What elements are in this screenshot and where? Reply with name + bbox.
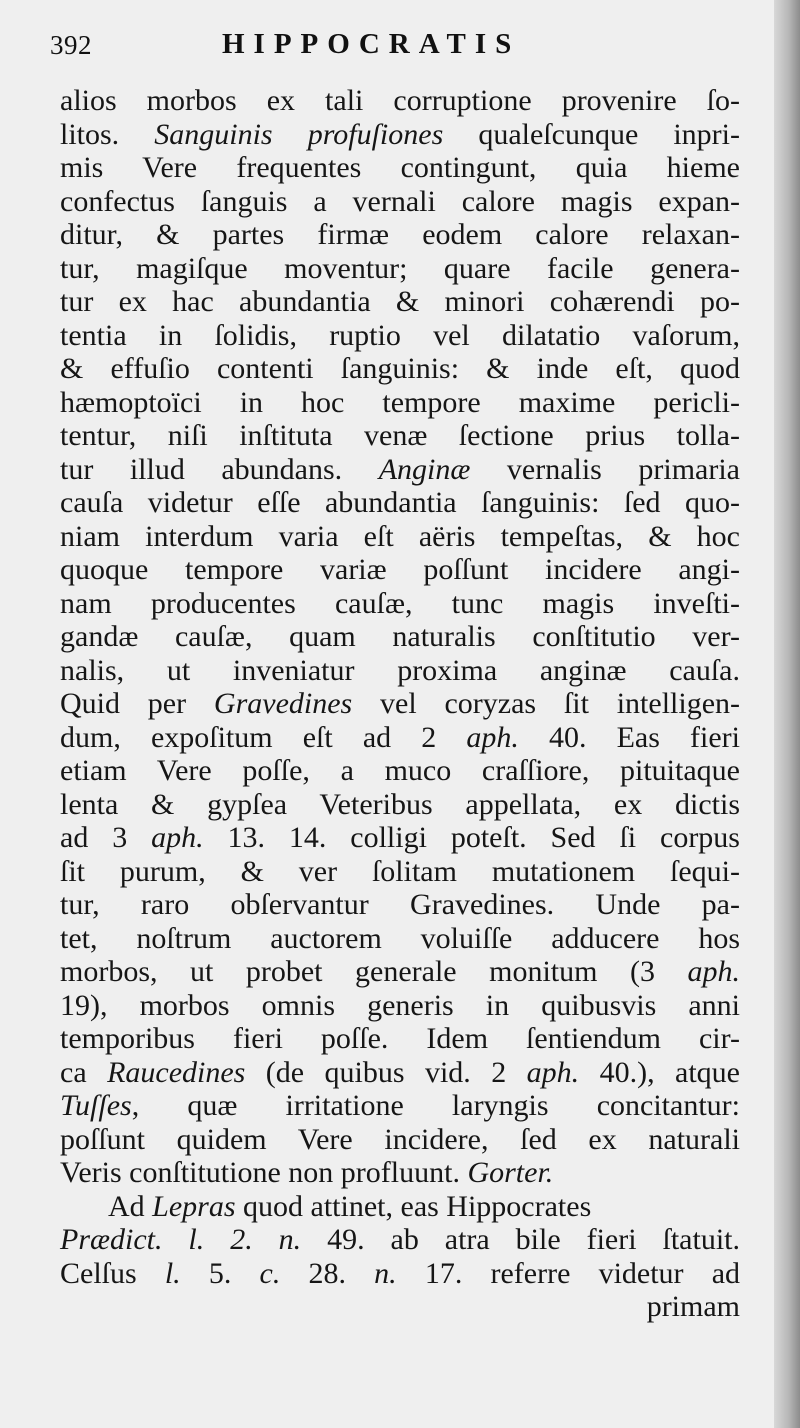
text-segment: ad 3 (60, 821, 152, 854)
text-segment: tentur, niſi inſtituta venæ ſectione prius tolla- (60, 419, 740, 452)
text-segment: etiam Vere poſſe, a muco craſſiore, pituitaque (60, 754, 740, 787)
text-line (60, 654, 740, 688)
text-line (60, 888, 740, 922)
text-segment: tentia in ſolidis, ruptio vel dilatatio vaſorum, (60, 318, 740, 352)
text-segment: ditur, & partes firmæ eodem calore relaxan- (60, 218, 740, 251)
text-segment: ca (60, 1055, 108, 1089)
italic-text: Tuſſes (60, 1089, 132, 1122)
text-line (60, 1056, 740, 1090)
text-segment: vel coryzas ſit intelligen- (352, 687, 740, 720)
text-segment: tur ex hac abundantia & minori cohærendi po- (60, 285, 740, 318)
text-line (60, 1022, 740, 1056)
italic-text: Gravedines (213, 687, 353, 720)
text-segment: dum, expoſitum eſt ad 2 (60, 720, 467, 754)
text-segment: morbos, ut probet generale monitum (3 (60, 955, 688, 988)
text-segment: 5. (180, 1256, 260, 1290)
text-line (60, 687, 740, 721)
italic-text: Anginæ (378, 452, 471, 486)
text-line (60, 1123, 740, 1157)
text-segment: tur, magiſque moventur; quare facile genera- (60, 251, 740, 285)
text-segment: 13. 14. colligi poteſt. Sed ſi corpus (203, 821, 740, 854)
text-line (60, 788, 740, 822)
italic-text: Raucedines (107, 1055, 246, 1089)
text-line (60, 1089, 740, 1123)
page-edge (774, 0, 800, 1428)
text-line (60, 1156, 740, 1190)
text-segment: nam producentes cauſæ, tunc magis inveſti- (60, 586, 740, 620)
text-line (60, 620, 740, 654)
text-segment: nalis, ut inveniatur proxima anginæ cauſa. (60, 653, 740, 687)
text-segment: 40. Eas fieri (518, 720, 741, 754)
text-line (60, 252, 740, 286)
italic-text: l. (164, 1256, 181, 1290)
text-line (60, 1190, 740, 1224)
text-segment: Quid per (60, 687, 214, 720)
text-segment: quod attinet, eas Hippocrates (235, 1189, 592, 1223)
text-segment: cauſa videtur eſſe abundantia ſanguinis: ſed quo- (60, 486, 740, 519)
text-segment: vernalis primaria (470, 452, 740, 486)
page-number: 392 (50, 30, 92, 60)
text-line (60, 1223, 740, 1257)
text-line (60, 386, 740, 420)
text-line (60, 821, 740, 855)
text-line (60, 587, 740, 621)
text-line (60, 319, 740, 353)
text-line (60, 520, 740, 554)
text-segment: 17. referre videtur ad (396, 1256, 741, 1290)
text-segment: confectus ſanguis a vernali calore magis expan- (60, 184, 740, 218)
text-segment: Veris conſtitutione non profluunt. (60, 1156, 468, 1189)
text-segment: ſit purum, & ver ſolitam mutationem ſequi- (60, 854, 740, 888)
text-segment: qualeſcunque inpri- (443, 117, 740, 151)
text-line (60, 151, 740, 185)
text-segment: niam interdum varia eſt aëris tempeſtas, & hoc (60, 519, 740, 553)
text-segment: gandæ cauſæ, quam naturalis conſtitutio ver- (60, 620, 740, 653)
text-line (60, 84, 740, 118)
text-line (60, 855, 740, 889)
text-line (60, 285, 740, 319)
running-title: HIPPOCRATIS (222, 28, 521, 60)
body-text (60, 84, 740, 1324)
text-segment: 19), morbos omnis generis in quibusvis anni (60, 988, 740, 1022)
text-line (60, 419, 740, 453)
text-line (60, 754, 740, 788)
text-segment: mis Vere frequentes contingunt, quia hieme (60, 151, 740, 184)
text-segment: 40.), atque (579, 1055, 740, 1089)
italic-text: aph. (466, 720, 519, 754)
text-segment: , quæ irritatione laryngis concitantur: (131, 1089, 740, 1122)
italic-text: n. (374, 1256, 397, 1290)
text-line (60, 352, 740, 386)
text-segment: Ad (108, 1189, 153, 1223)
text-segment: poſſunt quidem Vere incidere, ſed ex naturali (60, 1122, 740, 1156)
catchword: primam (646, 1290, 740, 1323)
italic-text: aph. (151, 821, 204, 854)
italic-text: Gorter. (467, 1156, 554, 1189)
text-line (60, 118, 740, 152)
text-segment: (de quibus vid. 2 (245, 1055, 527, 1089)
text-segment: quoque tempore variæ poſſunt incidere angi- (60, 553, 740, 586)
text-segment: tur, raro obſervantur Gravedines. Unde pa- (60, 888, 740, 921)
text-segment: tet, noſtrum auctorem voluiſſe adducere hos (60, 921, 740, 955)
italic-text: Prædict. l. 2. n. (60, 1223, 302, 1256)
text-segment: 49. ab atra bile fieri ſtatuit. (301, 1223, 740, 1256)
text-segment: temporibus fieri poſſe. Idem ſentiendum cir- (60, 1022, 740, 1055)
text-line (60, 553, 740, 587)
text-line (60, 453, 740, 487)
text-line (60, 185, 740, 219)
page-header (50, 28, 740, 68)
text-line (60, 922, 740, 956)
text-line (60, 486, 740, 520)
text-segment: alios morbos ex tali corruptione provenire ſo- (60, 84, 740, 117)
text-line (60, 955, 740, 989)
text-line (60, 1257, 740, 1291)
text-segment: hæmoptoïci in hoc tempore maxime pericli- (60, 385, 740, 419)
italic-text: aph. (526, 1055, 580, 1089)
text-line (60, 721, 740, 755)
text-line (60, 218, 740, 252)
text-segment: Celſus (60, 1256, 165, 1290)
text-segment: 28. (280, 1256, 375, 1290)
text-segment: & effuſio contenti ſanguinis: & inde eſt, quod (60, 352, 740, 385)
text-segment: tur illud abundans. (60, 452, 379, 486)
text-segment: litos. (60, 117, 155, 151)
italic-text: Lepras (152, 1189, 236, 1223)
italic-text: Sanguinis profuſiones (154, 117, 444, 151)
text-segment: lenta & gypſea Veteribus appellata, ex dictis (60, 787, 740, 821)
italic-text: aph. (687, 955, 740, 988)
text-line (60, 989, 740, 1023)
italic-text: c. (259, 1256, 281, 1290)
